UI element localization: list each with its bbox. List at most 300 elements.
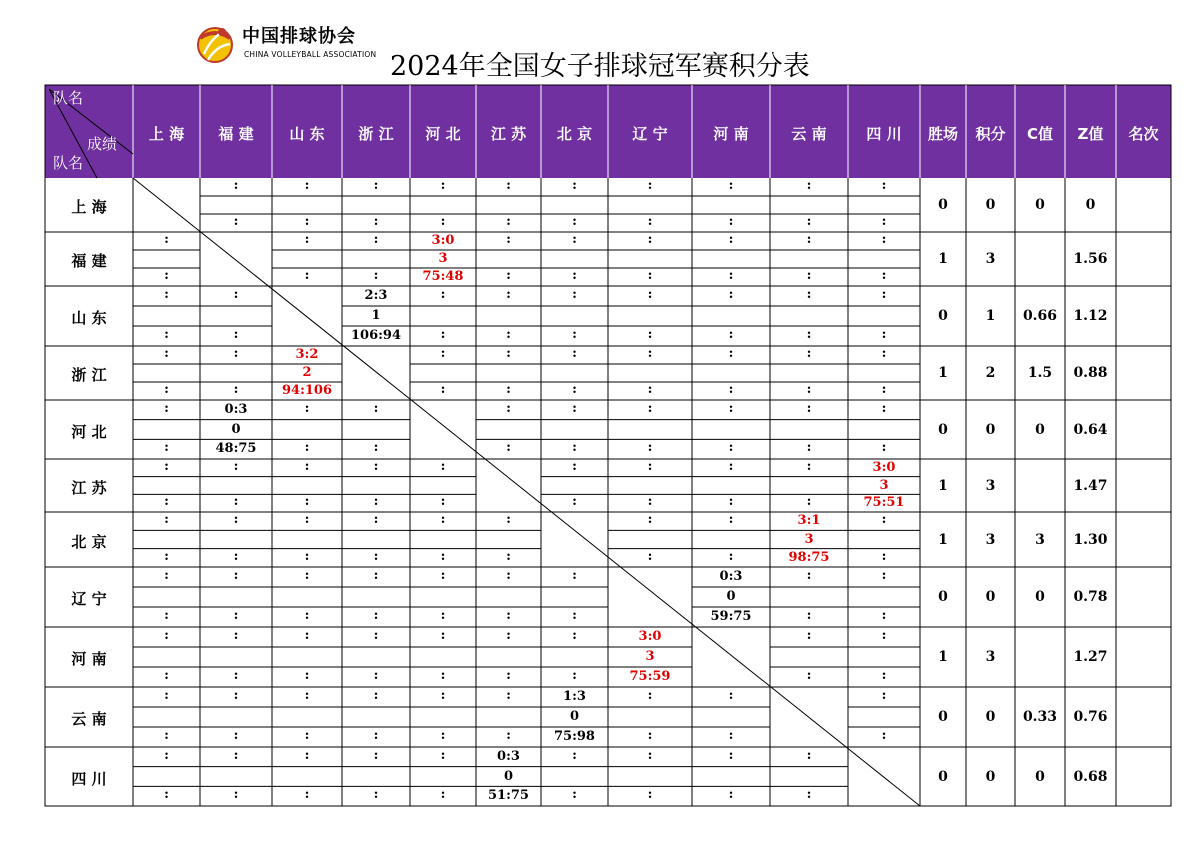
empty-score-marker: : (728, 512, 734, 528)
empty-score-marker: : (440, 568, 446, 583)
empty-score-marker: : (233, 494, 239, 510)
stat-header-2: C值 (1026, 125, 1053, 143)
stat-wins: 1 (938, 531, 948, 548)
empty-score-marker: : (728, 440, 734, 456)
column-header-1: 福 建 (218, 125, 254, 143)
stat-points: 3 (985, 251, 996, 267)
empty-score-marker: : (881, 382, 887, 397)
empty-score-marker: : (881, 668, 887, 683)
empty-score-marker: : (728, 688, 734, 703)
empty-score-marker: : (373, 728, 379, 743)
empty-score-marker: : (728, 728, 734, 743)
empty-score-marker: : (164, 512, 169, 528)
empty-score-marker: : (164, 787, 169, 803)
row-team-name-7: 辽 宁 (71, 590, 107, 608)
empty-score-marker: : (881, 327, 887, 342)
empty-score-marker: : (506, 688, 511, 703)
empty-score-marker: : (304, 668, 310, 683)
empty-score-marker: : (164, 440, 169, 456)
stat-wins: 0 (938, 709, 948, 725)
empty-score-marker: : (233, 568, 239, 583)
empty-score-marker: : (164, 728, 169, 743)
stat-z: 1.27 (1073, 649, 1108, 665)
empty-score-marker: : (233, 287, 239, 302)
corner-label-bottom: 队名 (53, 154, 84, 172)
match-result-score: 94:106 (281, 383, 333, 398)
match-result-pts: 0 (231, 421, 241, 437)
row-team-name-6: 北 京 (71, 532, 107, 551)
empty-score-marker: : (881, 548, 887, 564)
stat-wins: 1 (938, 251, 948, 267)
stat-c: 0.66 (1022, 308, 1058, 324)
empty-score-marker: : (233, 728, 239, 743)
empty-score-marker: : (647, 494, 653, 510)
empty-score-marker: : (806, 668, 812, 683)
stat-c: 0 (1035, 768, 1045, 785)
match-result-score: 48:75 (215, 441, 257, 457)
stat-z: 0.88 (1073, 365, 1108, 381)
stat-c: 0.33 (1022, 709, 1058, 725)
empty-score-marker: : (164, 494, 169, 510)
empty-score-marker: : (506, 440, 511, 456)
empty-score-marker: : (233, 787, 239, 803)
empty-score-marker: : (440, 178, 446, 193)
stat-points: 3 (985, 477, 996, 494)
empty-score-marker: : (373, 440, 379, 456)
empty-score-marker: : (440, 494, 446, 510)
empty-score-marker: : (647, 728, 653, 743)
empty-score-marker: : (572, 494, 577, 510)
empty-score-marker: : (647, 287, 653, 302)
match-result-score: 51:75 (488, 788, 529, 804)
empty-score-marker: : (440, 327, 446, 342)
empty-score-marker: : (440, 346, 446, 361)
empty-score-marker: : (572, 668, 577, 683)
empty-score-marker: : (304, 728, 310, 743)
stat-c: 3 (1035, 531, 1045, 548)
stat-wins: 1 (938, 365, 948, 381)
empty-score-marker: : (373, 458, 379, 474)
match-result-score: 59:75 (710, 609, 752, 624)
empty-score-marker: : (572, 382, 577, 397)
stat-z: 1.30 (1073, 531, 1108, 548)
empty-score-marker: : (164, 400, 169, 416)
empty-score-marker: : (233, 747, 239, 763)
empty-score-marker: : (806, 458, 812, 474)
corner-label-top: 队名 (53, 89, 84, 107)
empty-score-marker: : (164, 268, 169, 283)
empty-score-marker: : (806, 232, 812, 247)
empty-score-marker: : (164, 346, 169, 361)
column-header-7: 辽 宁 (632, 125, 668, 143)
empty-score-marker: : (373, 400, 379, 416)
empty-score-marker: : (806, 440, 812, 456)
empty-score-marker: : (806, 787, 812, 803)
empty-score-marker: : (881, 346, 887, 361)
empty-score-marker: : (373, 747, 379, 763)
empty-score-marker: : (881, 568, 887, 583)
row-team-name-4: 河 北 (71, 422, 107, 441)
empty-score-marker: : (728, 747, 734, 763)
match-result-pts: 0 (726, 589, 736, 604)
empty-score-marker: : (304, 548, 310, 564)
empty-score-marker: : (440, 382, 446, 397)
empty-score-marker: : (304, 628, 310, 643)
empty-score-marker: : (572, 327, 577, 342)
empty-score-marker: : (164, 458, 169, 474)
empty-score-marker: : (881, 232, 887, 247)
empty-score-marker: : (647, 382, 653, 397)
match-result-pts: 3 (645, 649, 655, 664)
empty-score-marker: : (373, 512, 379, 528)
stat-wins: 0 (938, 308, 948, 324)
empty-score-marker: : (728, 346, 734, 361)
row-team-name-1: 福 建 (71, 252, 107, 270)
empty-score-marker: : (506, 728, 511, 743)
empty-score-marker: : (233, 668, 239, 683)
empty-score-marker: : (572, 440, 577, 456)
empty-score-marker: : (572, 458, 577, 474)
match-result-pts: 3 (438, 251, 448, 266)
empty-score-marker: : (647, 214, 653, 229)
empty-score-marker: : (881, 628, 887, 643)
empty-score-marker: : (233, 688, 239, 703)
empty-score-marker: : (164, 747, 169, 763)
match-result-pts: 0 (569, 709, 580, 724)
empty-score-marker: : (440, 608, 446, 623)
stat-wins: 0 (938, 589, 948, 605)
empty-score-marker: : (728, 268, 734, 283)
empty-score-marker: : (440, 458, 446, 474)
empty-score-marker: : (647, 178, 653, 193)
empty-score-marker: : (440, 668, 446, 683)
empty-score-marker: : (728, 232, 734, 247)
empty-score-marker: : (572, 287, 577, 302)
empty-score-marker: : (233, 214, 239, 229)
stat-points: 3 (985, 531, 996, 548)
row-team-name-0: 上 海 (71, 198, 107, 216)
stat-z: 0 (1085, 197, 1096, 213)
stat-points: 0 (985, 768, 996, 785)
stat-header-1: 积分 (975, 125, 1006, 143)
empty-score-marker: : (304, 178, 310, 193)
match-result-sets: 1:3 (563, 689, 586, 704)
empty-score-marker: : (233, 178, 239, 193)
empty-score-marker: : (728, 178, 734, 193)
stat-c: 1.5 (1027, 365, 1053, 381)
empty-score-marker: : (164, 232, 169, 247)
empty-score-marker: : (728, 548, 734, 564)
empty-score-marker: : (881, 728, 887, 743)
match-result-sets: 3:1 (797, 513, 821, 529)
empty-score-marker: : (572, 628, 577, 643)
empty-score-marker: : (164, 688, 169, 703)
empty-score-marker: : (728, 382, 734, 397)
empty-score-marker: : (440, 548, 446, 564)
column-header-6: 北 京 (556, 125, 593, 143)
empty-score-marker: : (373, 628, 379, 643)
empty-score-marker: : (647, 458, 653, 474)
match-result-score: 75:59 (629, 669, 671, 684)
stat-wins: 0 (938, 768, 948, 785)
empty-score-marker: : (572, 608, 577, 623)
empty-score-marker: : (373, 178, 379, 193)
empty-score-marker: : (572, 568, 577, 583)
stat-c: 0 (1035, 589, 1045, 605)
match-result-sets: 2:3 (364, 288, 388, 303)
row-team-name-10: 四 川 (71, 769, 107, 788)
stat-points: 0 (985, 421, 996, 438)
empty-score-marker: : (881, 214, 887, 229)
empty-score-marker: : (506, 608, 511, 623)
stat-header-0: 胜场 (927, 125, 958, 143)
empty-score-marker: : (728, 787, 734, 803)
stat-points: 2 (985, 365, 996, 381)
empty-score-marker: : (164, 548, 169, 564)
empty-score-marker: : (881, 440, 887, 456)
stat-z: 0.76 (1073, 709, 1108, 725)
empty-score-marker: : (506, 382, 511, 397)
stat-z: 1.12 (1073, 308, 1108, 324)
empty-score-marker: : (728, 400, 734, 416)
empty-score-marker: : (506, 668, 511, 683)
empty-score-marker: : (647, 512, 653, 528)
match-result-pts: 0 (503, 768, 514, 784)
empty-score-marker: : (506, 214, 511, 229)
empty-score-marker: : (881, 287, 887, 302)
empty-score-marker: : (572, 346, 577, 361)
row-team-name-3: 浙 江 (71, 366, 107, 384)
column-header-10: 四 川 (866, 125, 902, 143)
empty-score-marker: : (304, 232, 310, 247)
logo-name-cn: 中国排球协会 (242, 26, 356, 47)
empty-score-marker: : (164, 608, 169, 623)
match-result-sets: 3:0 (431, 233, 455, 248)
empty-score-marker: : (440, 747, 446, 763)
match-result-score: 106:94 (350, 328, 402, 343)
empty-score-marker: : (881, 688, 887, 703)
row-team-name-2: 山 东 (71, 309, 107, 327)
empty-score-marker: : (440, 787, 446, 803)
empty-score-marker: : (728, 494, 734, 510)
match-result-score: 75:98 (554, 729, 595, 744)
empty-score-marker: : (304, 787, 310, 803)
empty-score-marker: : (373, 787, 379, 803)
column-header-3: 浙 江 (358, 125, 394, 143)
stat-c: 0 (1035, 197, 1045, 213)
column-header-0: 上 海 (148, 125, 185, 143)
match-result-score: 75:48 (422, 269, 464, 284)
empty-score-marker: : (806, 628, 812, 643)
empty-score-marker: : (728, 287, 734, 302)
empty-score-marker: : (373, 688, 379, 703)
empty-score-marker: : (304, 440, 310, 456)
stat-wins: 1 (938, 477, 948, 494)
corner-label-middle: 成绩 (87, 135, 118, 153)
empty-score-marker: : (506, 568, 511, 583)
stat-wins: 1 (938, 649, 948, 665)
empty-score-marker: : (806, 608, 812, 623)
empty-score-marker: : (506, 400, 511, 416)
empty-score-marker: : (806, 268, 812, 283)
empty-score-marker: : (164, 382, 169, 397)
empty-score-marker: : (233, 628, 239, 643)
empty-score-marker: : (647, 327, 653, 342)
empty-score-marker: : (233, 327, 239, 342)
empty-score-marker: : (728, 458, 734, 474)
empty-score-marker: : (440, 512, 446, 528)
stat-header-4: 名次 (1128, 125, 1159, 143)
empty-score-marker: : (304, 214, 310, 229)
empty-score-marker: : (806, 400, 812, 416)
stat-points: 0 (985, 709, 996, 725)
empty-score-marker: : (506, 548, 511, 564)
empty-score-marker: : (506, 327, 511, 342)
match-result-sets: 3:2 (295, 347, 319, 362)
empty-score-marker: : (572, 232, 577, 247)
empty-score-marker: : (373, 268, 379, 283)
logo-name-en: CHINA VOLLEYBALL ASSOCIATION (244, 50, 377, 59)
empty-score-marker: : (440, 628, 446, 643)
empty-score-marker: : (728, 214, 734, 229)
empty-score-marker: : (233, 458, 239, 474)
match-result-pts: 2 (302, 365, 312, 380)
empty-score-marker: : (506, 232, 511, 247)
empty-score-marker: : (440, 287, 446, 302)
empty-score-marker: : (440, 688, 446, 703)
empty-score-marker: : (647, 440, 653, 456)
empty-score-marker: : (572, 747, 577, 763)
empty-score-marker: : (304, 268, 310, 283)
empty-score-marker: : (304, 512, 310, 528)
empty-score-marker: : (304, 747, 310, 763)
empty-score-marker: : (572, 178, 577, 193)
empty-score-marker: : (881, 268, 887, 283)
empty-score-marker: : (506, 178, 511, 193)
stat-points: 0 (985, 589, 996, 605)
stat-wins: 0 (938, 421, 948, 438)
empty-score-marker: : (164, 628, 169, 643)
stat-header-3: Z值 (1077, 125, 1104, 143)
empty-score-marker: : (806, 346, 812, 361)
empty-score-marker: : (647, 787, 653, 803)
empty-score-marker: : (506, 268, 511, 283)
empty-score-marker: : (806, 287, 812, 302)
empty-score-marker: : (647, 232, 653, 247)
empty-score-marker: : (806, 568, 812, 583)
empty-score-marker: : (806, 494, 812, 510)
empty-score-marker: : (806, 178, 812, 193)
column-header-9: 云 南 (791, 125, 827, 143)
column-header-2: 山 东 (289, 125, 325, 143)
empty-score-marker: : (373, 214, 379, 229)
empty-score-marker: : (806, 327, 812, 342)
column-header-8: 河 南 (713, 125, 749, 143)
empty-score-marker: : (304, 458, 310, 474)
empty-score-marker: : (233, 548, 239, 564)
match-result-sets: 3:0 (872, 459, 896, 475)
empty-score-marker: : (647, 400, 653, 416)
match-result-score: 98:75 (788, 549, 830, 565)
empty-score-marker: : (647, 346, 653, 361)
row-team-name-8: 河 南 (71, 650, 107, 668)
empty-score-marker: : (506, 628, 511, 643)
page-title: 2024年全国女子排球冠军赛积分表 (390, 51, 810, 82)
row-team-name-9: 云 南 (71, 710, 107, 728)
empty-score-marker: : (506, 512, 511, 528)
empty-score-marker: : (647, 688, 653, 703)
stat-z: 0.78 (1073, 589, 1108, 605)
stat-z: 1.47 (1073, 477, 1108, 494)
match-result-score: 75:51 (863, 495, 905, 511)
empty-score-marker: : (304, 688, 310, 703)
empty-score-marker: : (806, 382, 812, 397)
empty-score-marker: : (373, 494, 379, 510)
empty-score-marker: : (164, 287, 169, 302)
empty-score-marker: : (647, 747, 653, 763)
match-result-sets: 0:3 (719, 569, 743, 584)
match-result-sets: 0:3 (224, 401, 248, 417)
empty-score-marker: : (440, 214, 446, 229)
empty-score-marker: : (373, 548, 379, 564)
empty-score-marker: : (881, 400, 887, 416)
stat-z: 0.68 (1073, 768, 1108, 785)
empty-score-marker: : (164, 327, 169, 342)
column-header-5: 江 苏 (490, 125, 527, 143)
stat-points: 1 (985, 308, 996, 324)
empty-score-marker: : (572, 214, 577, 229)
stat-z: 1.56 (1073, 251, 1108, 267)
row-team-name-5: 江 苏 (71, 478, 107, 497)
empty-score-marker: : (373, 668, 379, 683)
empty-score-marker: : (233, 608, 239, 623)
empty-score-marker: : (164, 668, 169, 683)
empty-score-marker: : (304, 494, 310, 510)
empty-score-marker: : (304, 400, 310, 416)
match-result-pts: 3 (804, 531, 814, 547)
empty-score-marker: : (304, 568, 310, 583)
stat-wins: 0 (938, 197, 948, 213)
empty-score-marker: : (647, 268, 653, 283)
match-result-sets: 3:0 (638, 629, 662, 644)
empty-score-marker: : (373, 232, 379, 247)
empty-score-marker: : (881, 178, 887, 193)
match-result-pts: 1 (371, 308, 381, 323)
empty-score-marker: : (373, 568, 379, 583)
empty-score-marker: : (572, 787, 577, 803)
stat-c: 0 (1035, 421, 1045, 438)
empty-score-marker: : (440, 728, 446, 743)
empty-score-marker: : (506, 346, 511, 361)
stat-points: 3 (985, 649, 996, 665)
empty-score-marker: : (572, 268, 577, 283)
empty-score-marker: : (233, 512, 239, 528)
empty-score-marker: : (806, 214, 812, 229)
empty-score-marker: : (881, 608, 887, 623)
empty-score-marker: : (647, 548, 653, 564)
empty-score-marker: : (572, 400, 577, 416)
stat-points: 0 (985, 197, 996, 213)
empty-score-marker: : (164, 568, 169, 583)
empty-score-marker: : (806, 747, 812, 763)
empty-score-marker: : (728, 327, 734, 342)
empty-score-marker: : (233, 346, 239, 361)
empty-score-marker: : (881, 512, 887, 528)
empty-score-marker: : (304, 608, 310, 623)
empty-score-marker: : (373, 608, 379, 623)
match-result-sets: 0:3 (497, 748, 520, 764)
stat-z: 0.64 (1073, 421, 1108, 438)
